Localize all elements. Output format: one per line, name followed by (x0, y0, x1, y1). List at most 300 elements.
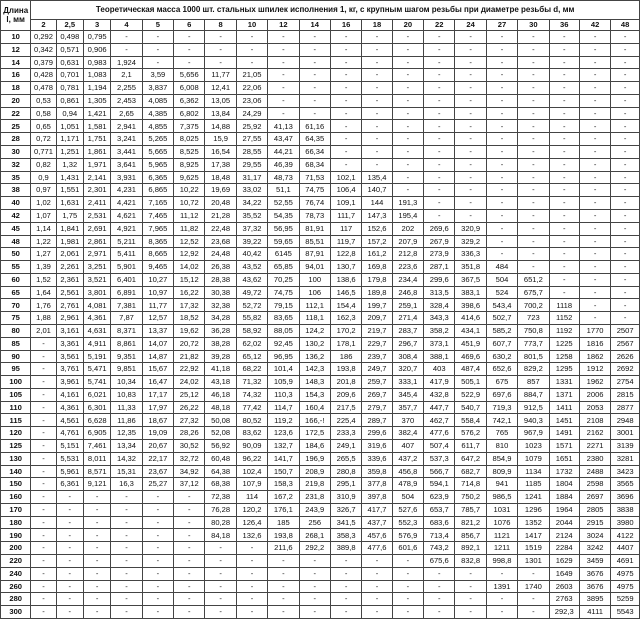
mass-cell: - (299, 555, 330, 568)
mass-cell: 273,9 (424, 248, 455, 261)
mass-cell: 3001 (611, 427, 640, 440)
mass-cell: - (330, 133, 361, 146)
mass-cell: 1,64 (31, 286, 56, 299)
mass-cell: - (549, 43, 579, 56)
mass-cell: 1,861 (83, 146, 110, 159)
mass-cell: - (392, 171, 423, 184)
mass-cell: 46,18 (205, 388, 236, 401)
mass-cell: 132,6 (236, 529, 267, 542)
mass-cell: - (268, 31, 299, 44)
mass-cell: - (549, 235, 579, 248)
mass-cell: - (486, 82, 517, 95)
mass-cell: 49,72 (236, 286, 267, 299)
mass-cell: 6,891 (111, 286, 142, 299)
mass-cell: 283,7 (392, 324, 423, 337)
mass-cell: - (611, 69, 640, 82)
mass-cell: 0,781 (56, 82, 83, 95)
mass-cell: 154,4 (330, 299, 361, 312)
mass-cell: 202 (392, 222, 423, 235)
mass-cell: 1912 (579, 363, 610, 376)
mass-cell: 3696 (611, 491, 640, 504)
mass-cell: 940,3 (518, 414, 549, 427)
mass-cell: 186 (330, 350, 361, 363)
mass-cell: 1121 (486, 529, 517, 542)
mass-cell: 239,7 (362, 350, 392, 363)
mass-cell: - (330, 69, 361, 82)
mass-cell: 100 (299, 273, 330, 286)
mass-cell: 373,1 (424, 337, 455, 350)
mass-cell: 10,34 (111, 376, 142, 389)
mass-cell: 3,521 (83, 273, 110, 286)
mass-cell: - (56, 606, 83, 619)
mass-cell: - (392, 56, 423, 69)
table-row (1, 363, 640, 376)
mass-cell: - (111, 542, 142, 555)
mass-cell: - (83, 606, 110, 619)
mass-cell: 36,28 (205, 324, 236, 337)
length-cell: 190 (1, 529, 31, 542)
mass-cell: 1,02 (31, 197, 56, 210)
mass-cell: - (579, 184, 610, 197)
diameter-header-cell: 3 (83, 20, 110, 31)
mass-cell: 170,2 (330, 324, 361, 337)
mass-cell: 3676 (579, 580, 610, 593)
mass-cell: - (486, 146, 517, 159)
length-header-unit: l, мм (6, 14, 25, 24)
mass-cell: 2053 (579, 401, 610, 414)
mass-cell: 6,628 (83, 414, 110, 427)
mass-cell: - (424, 120, 455, 133)
mass-cell: 161,2 (362, 248, 392, 261)
mass-cell: - (362, 82, 392, 95)
mass-cell: - (83, 555, 110, 568)
table-row (1, 350, 640, 363)
mass-cell: 336,3 (455, 248, 486, 261)
mass-cell: - (142, 491, 173, 504)
mass-cell: - (31, 427, 56, 440)
mass-cell: 801,5 (518, 350, 549, 363)
mass-cell: 398,6 (455, 299, 486, 312)
mass-cell: 6,361 (56, 478, 83, 491)
mass-cell: 96,22 (236, 452, 267, 465)
mass-cell: - (362, 146, 392, 159)
mass-cell: 5,741 (83, 376, 110, 389)
mass-cell: - (611, 197, 640, 210)
mass-cell: 313,5 (424, 286, 455, 299)
length-cell: 22 (1, 107, 31, 120)
mass-cell: 505,1 (455, 376, 486, 389)
mass-cell: 18,52 (174, 312, 205, 325)
mass-cell: 2697 (579, 491, 610, 504)
mass-cell: - (142, 516, 173, 529)
mass-cell: - (486, 235, 517, 248)
mass-cell: - (56, 580, 83, 593)
mass-cell: 4,361 (83, 312, 110, 325)
mass-cell: - (486, 248, 517, 261)
mass-cell: 2507 (611, 324, 640, 337)
mass-cell: 543,4 (486, 299, 517, 312)
diameter-header-cell: 2,5 (56, 20, 83, 31)
mass-cell: 329,2 (455, 235, 486, 248)
mass-cell: 94,01 (299, 261, 330, 274)
mass-cell: 0,9 (31, 171, 56, 184)
mass-cell: - (31, 491, 56, 504)
mass-cell: - (31, 606, 56, 619)
table-row (1, 440, 640, 453)
mass-cell: 1,051 (56, 120, 83, 133)
mass-cell: - (268, 580, 299, 593)
mass-cell: 10,22 (174, 184, 205, 197)
mass-cell: 12,57 (142, 312, 173, 325)
diameter-header-cell: 36 (549, 20, 579, 31)
mass-cell: 1,39 (31, 261, 56, 274)
mass-cell: 208,9 (299, 465, 330, 478)
mass-cell: 5,961 (56, 465, 83, 478)
mass-cell: 5,411 (111, 248, 142, 261)
mass-cell: - (142, 593, 173, 606)
mass-cell: 26,38 (205, 261, 236, 274)
mass-cell: 105,9 (268, 376, 299, 389)
mass-cell: - (142, 555, 173, 568)
mass-cell: - (455, 146, 486, 159)
mass-cell: - (549, 184, 579, 197)
mass-cell: - (31, 452, 56, 465)
mass-cell: 1031 (486, 503, 517, 516)
mass-cell: 1152 (549, 312, 579, 325)
mass-cell: 4975 (611, 567, 640, 580)
length-cell: 90 (1, 350, 31, 363)
mass-cell: 123,6 (268, 427, 299, 440)
mass-cell: 765 (486, 427, 517, 440)
mass-cell: 4122 (611, 529, 640, 542)
table-row (1, 542, 640, 555)
mass-cell: - (174, 516, 205, 529)
length-cell: 55 (1, 261, 31, 274)
mass-cell: - (268, 567, 299, 580)
length-cell: 10 (1, 31, 31, 44)
mass-cell: 17,32 (174, 299, 205, 312)
mass-cell: 5,531 (56, 452, 83, 465)
table-row (1, 376, 640, 389)
mass-cell: - (424, 94, 455, 107)
mass-cell: - (611, 209, 640, 222)
mass-cell: 15,31 (111, 465, 142, 478)
table-row (1, 491, 640, 504)
mass-cell: 469,6 (455, 350, 486, 363)
mass-cell: 16,54 (205, 146, 236, 159)
mass-cell: 417,7 (362, 503, 392, 516)
mass-cell: - (299, 580, 330, 593)
mass-cell: - (56, 542, 83, 555)
length-cell: 75 (1, 312, 31, 325)
mass-cell: - (174, 606, 205, 619)
mass-cell: 1884 (549, 491, 579, 504)
mass-cell: 30,52 (174, 440, 205, 453)
mass-cell: 10,27 (142, 273, 173, 286)
table-row (1, 56, 640, 69)
mass-cell: 4,231 (111, 184, 142, 197)
table-row (1, 337, 640, 350)
length-cell: 20 (1, 94, 31, 107)
mass-cell: 172,5 (299, 427, 330, 440)
mass-cell: - (518, 69, 549, 82)
mass-cell: 176,1 (268, 503, 299, 516)
mass-cell: - (174, 491, 205, 504)
mass-cell: 68,34 (299, 158, 330, 171)
mass-cell: 60,48 (205, 452, 236, 465)
mass-cell: 333,1 (392, 376, 423, 389)
mass-cell: 912,5 (518, 401, 549, 414)
mass-cell: 144 (362, 197, 392, 210)
mass-cell: 11,12 (174, 209, 205, 222)
mass-cell: - (579, 248, 610, 261)
mass-cell: - (236, 542, 267, 555)
mass-cell: 3,561 (56, 350, 83, 363)
mass-cell: 146,5 (330, 286, 361, 299)
mass-cell: 6,401 (111, 273, 142, 286)
mass-cell: 341,5 (330, 516, 361, 529)
mass-cell: 2692 (611, 363, 640, 376)
mass-cell: - (392, 69, 423, 82)
mass-cell: 25,92 (236, 120, 267, 133)
mass-cell: - (486, 31, 517, 44)
mass-cell: - (579, 171, 610, 184)
mass-cell: - (611, 158, 640, 171)
mass-cell: 414,6 (455, 312, 486, 325)
mass-cell: 742,1 (486, 414, 517, 427)
mass-cell: 9,351 (111, 350, 142, 363)
mass-cell: - (174, 529, 205, 542)
mass-cell: 74,75 (299, 184, 330, 197)
mass-cell: 141,7 (268, 452, 299, 465)
mass-cell: 2915 (579, 516, 610, 529)
table-row (1, 593, 640, 606)
table-row (1, 312, 640, 325)
mass-cell: 4975 (611, 580, 640, 593)
mass-cell: 857 (518, 376, 549, 389)
mass-cell: - (579, 209, 610, 222)
mass-cell: 21,05 (236, 69, 267, 82)
mass-cell: 5,665 (142, 146, 173, 159)
table-row (1, 414, 640, 427)
length-cell: 110 (1, 401, 31, 414)
mass-cell: 130,7 (330, 261, 361, 274)
mass-cell: 81,91 (299, 222, 330, 235)
mass-cell: 80,52 (236, 414, 267, 427)
mass-cell: 162,3 (330, 312, 361, 325)
mass-cell: 8,571 (83, 465, 110, 478)
mass-cell: - (330, 82, 361, 95)
mass-cell: 6,365 (142, 171, 173, 184)
mass-cell: 84,18 (205, 529, 236, 542)
mass-cell: 48,18 (205, 401, 236, 414)
mass-cell: - (392, 593, 423, 606)
mass-cell: 1,32 (56, 158, 83, 171)
length-cell: 45 (1, 222, 31, 235)
mass-cell: 403 (424, 363, 455, 376)
mass-cell: 23,68 (205, 235, 236, 248)
mass-cell: 5,901 (111, 261, 142, 274)
mass-cell: - (611, 43, 640, 56)
mass-cell: - (486, 593, 517, 606)
mass-cell: 4,621 (111, 209, 142, 222)
mass-cell: - (486, 107, 517, 120)
mass-cell: - (549, 146, 579, 159)
mass-cell: - (518, 56, 549, 69)
mass-cell: - (549, 94, 579, 107)
mass-cell: - (142, 43, 173, 56)
length-cell: 60 (1, 273, 31, 286)
mass-cell: 537,3 (424, 452, 455, 465)
mass-cell: - (486, 197, 517, 210)
mass-cell: 83,62 (236, 427, 267, 440)
mass-cell: - (518, 606, 549, 619)
mass-cell: - (611, 312, 640, 325)
mass-cell: - (579, 82, 610, 95)
mass-cell: 1023 (518, 440, 549, 453)
mass-cell: 1258 (549, 350, 579, 363)
mass-cell: 320,9 (455, 222, 486, 235)
mass-cell: 1649 (549, 567, 579, 580)
mass-cell: 12,35 (111, 427, 142, 440)
mass-cell: - (611, 171, 640, 184)
mass-cell: 1295 (549, 363, 579, 376)
mass-cell: - (31, 593, 56, 606)
mass-cell: - (579, 299, 610, 312)
mass-cell: - (579, 222, 610, 235)
mass-cell: 132,7 (268, 440, 299, 453)
mass-cell: 167,2 (268, 491, 299, 504)
mass-cell: - (111, 529, 142, 542)
mass-cell: 713,4 (424, 529, 455, 542)
length-cell: 130 (1, 452, 31, 465)
length-cell: 35 (1, 171, 31, 184)
mass-cell: 4,855 (142, 120, 173, 133)
mass-cell: 1,431 (56, 171, 83, 184)
mass-cell: 3139 (611, 440, 640, 453)
mass-cell: - (424, 184, 455, 197)
mass-cell: 5259 (611, 593, 640, 606)
mass-cell: - (362, 158, 392, 171)
mass-cell: 37,12 (174, 478, 205, 491)
mass-cell: - (142, 567, 173, 580)
mass-cell: 39,28 (205, 350, 236, 363)
mass-cell: - (83, 593, 110, 606)
mass-cell: 6,021 (83, 388, 110, 401)
mass-cell: 697,6 (486, 388, 517, 401)
length-cell: 170 (1, 503, 31, 516)
table-row (1, 222, 640, 235)
mass-cell: - (205, 542, 236, 555)
mass-cell: - (486, 69, 517, 82)
mass-cell: 5,265 (142, 133, 173, 146)
mass-cell: 6,008 (174, 82, 205, 95)
mass-cell: - (392, 567, 423, 580)
mass-cell: 723 (518, 312, 549, 325)
mass-cell: - (56, 529, 83, 542)
mass-cell: 0,983 (83, 56, 110, 69)
mass-cell: 39,22 (236, 235, 267, 248)
mass-cell: 552,3 (392, 516, 423, 529)
mass-cell: 3,837 (142, 82, 173, 95)
mass-cell: 540,7 (455, 401, 486, 414)
mass-cell: 1134 (518, 465, 549, 478)
mass-cell: 1,07 (31, 209, 56, 222)
mass-cell: 9,851 (111, 363, 142, 376)
mass-cell: 682,7 (455, 465, 486, 478)
mass-cell: 269,6 (424, 222, 455, 235)
table-row (1, 401, 640, 414)
mass-cell: - (205, 43, 236, 56)
mass-cell: 743,2 (424, 542, 455, 555)
mass-cell: 1,841 (56, 222, 83, 235)
mass-cell: - (518, 567, 549, 580)
mass-cell: - (455, 606, 486, 619)
mass-cell: 2603 (549, 580, 579, 593)
table-row (1, 503, 640, 516)
mass-cell: 1491 (549, 427, 579, 440)
mass-cell: 4,761 (56, 427, 83, 440)
mass-cell: 1331 (549, 376, 579, 389)
mass-cell: 1804 (549, 478, 579, 491)
mass-cell: 217,5 (330, 401, 361, 414)
mass-cell: 719,3 (486, 401, 517, 414)
mass-cell: - (392, 555, 423, 568)
mass-cell: 0,342 (31, 43, 56, 56)
table-row (1, 478, 640, 491)
mass-cell: - (174, 567, 205, 580)
mass-cell: 1417 (518, 529, 549, 542)
mass-cell: 11,77 (205, 69, 236, 82)
mass-cell: 287,1 (424, 261, 455, 274)
mass-cell: - (205, 580, 236, 593)
mass-cell: 25,27 (142, 478, 173, 491)
diameter-header-cell: 4 (111, 20, 142, 31)
mass-cell: 0,428 (31, 69, 56, 82)
mass-cell: 785,7 (455, 503, 486, 516)
mass-cell: - (611, 31, 640, 44)
mass-cell: - (455, 82, 486, 95)
mass-cell: 27,55 (236, 133, 267, 146)
mass-cell: 77,42 (236, 401, 267, 414)
mass-cell: 1301 (518, 555, 549, 568)
mass-cell: 280,8 (330, 465, 361, 478)
mass-cell: 10,72 (174, 197, 205, 210)
mass-cell: - (31, 542, 56, 555)
mass-cell: 3,161 (56, 324, 83, 337)
mass-cell: - (299, 606, 330, 619)
mass-cell: - (299, 31, 330, 44)
mass-cell: 6,802 (174, 107, 205, 120)
mass-cell: 80,28 (205, 516, 236, 529)
mass-cell: 29,55 (236, 158, 267, 171)
mass-cell: - (362, 555, 392, 568)
mass-cell: 832,8 (455, 555, 486, 568)
table-row (1, 388, 640, 401)
length-cell: 120 (1, 427, 31, 440)
mass-cell: 504 (392, 491, 423, 504)
mass-cell: 22,06 (236, 82, 267, 95)
mass-cell: 1651 (549, 452, 579, 465)
mass-cell: 43,18 (205, 376, 236, 389)
table-row (1, 567, 640, 580)
table-row (1, 261, 640, 274)
mass-cell: 4,385 (142, 107, 173, 120)
mass-cell: - (236, 567, 267, 580)
length-cell: 25 (1, 120, 31, 133)
mass-cell: - (362, 107, 392, 120)
mass-cell: 65,85 (268, 261, 299, 274)
